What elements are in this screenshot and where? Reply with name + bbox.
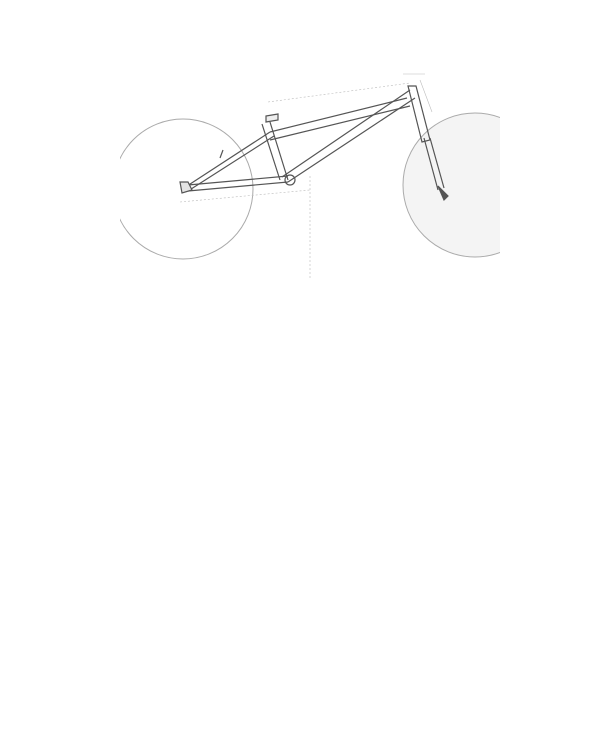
front-wheel: [403, 113, 500, 257]
bike-geometry-diagram: [120, 50, 500, 280]
